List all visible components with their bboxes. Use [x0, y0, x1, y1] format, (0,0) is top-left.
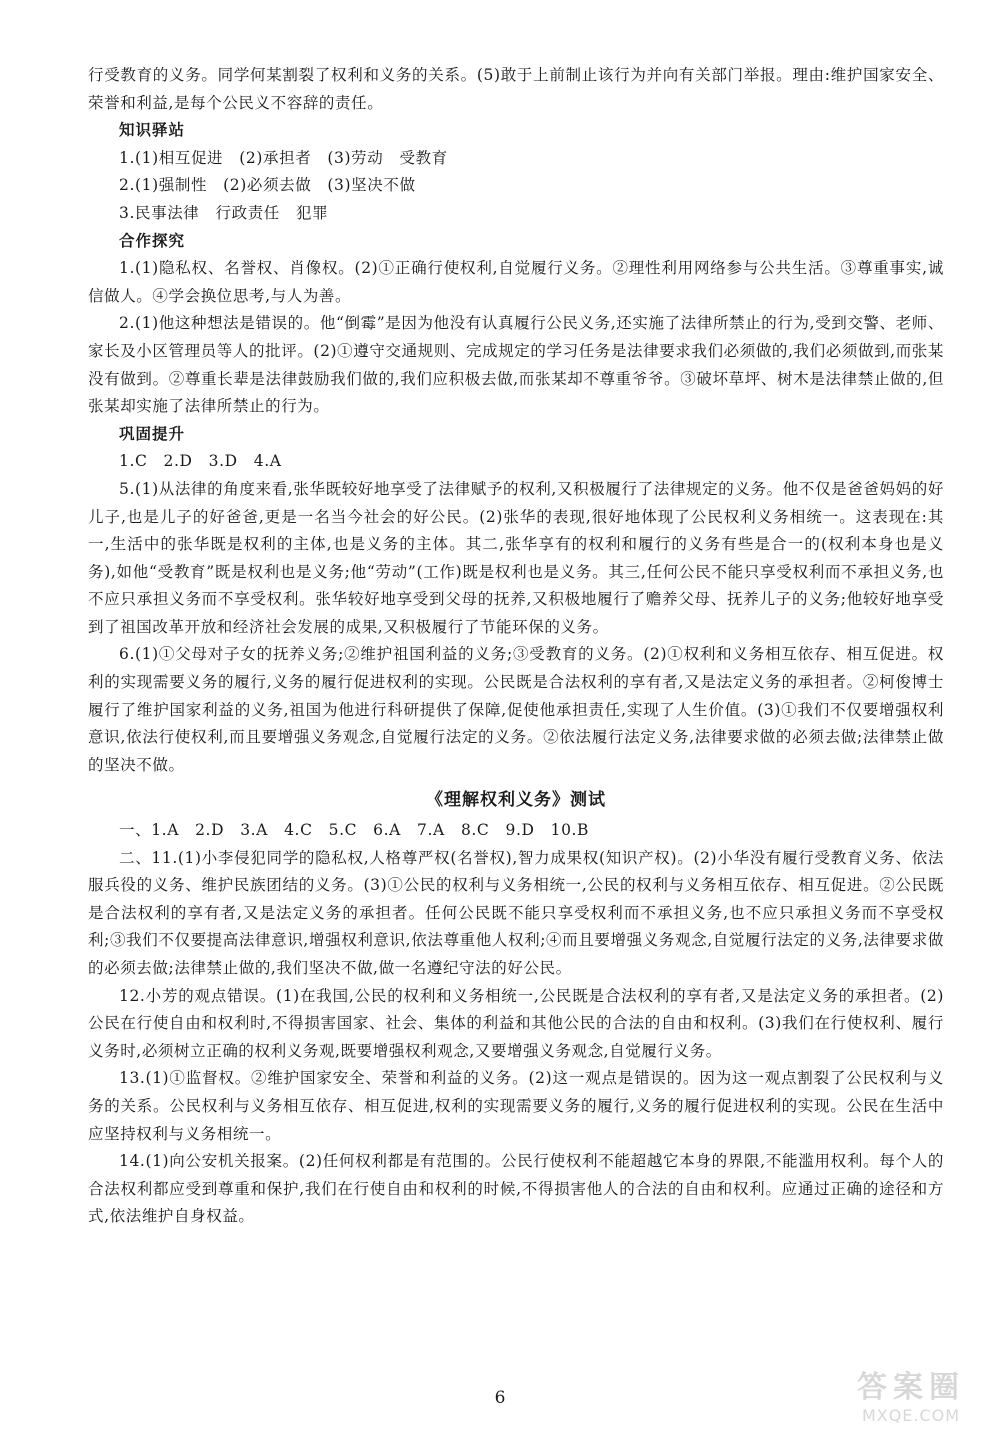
knowledge-item: 3.民事法律 行政责任 犯罪 [119, 203, 329, 222]
test-title: 《理解权利义务》测试 [426, 790, 606, 811]
knowledge-item: 2.(1)强制性 (2)必须去做 (3)坚决不做 [119, 176, 416, 195]
knowledge-item: 1.(1)相互促进 (2)承担者 (3)劳动 受教育 [119, 148, 448, 167]
cooperation-answer: 1.(1)隐私权、名誉权、肖像权。(2)①正确行使权利,自觉履行义务。②理性利用网络参与公共生活。③尊重事实,诚信做人。④学会换位思考,与人为善。 [88, 259, 944, 305]
cooperation-answer: 2.(1)他这种想法是错误的。他“倒霉”是因为他没有认真履行公民义务,还实施了法律所禁止的行为,受到交警、老师、家长及小区管理员等人的批评。(2)①遵守交通规则、完成规定的学习任务是法律要求我们必须做的,我们必须做到,而张某没有做到。②尊重长辈是法律鼓励我们做的,我们应积极去做,而张某却不尊重爷爷。③破坏草坪、树木是法律禁止做的,但张某却实施了法律所禁止的行为。 [88, 314, 944, 416]
answer-page [88, 62, 944, 1231]
page-number: 6 [494, 1388, 506, 1408]
test-choices: 一、1.A 2.D 3.A 4.C 5.C 6.A 7.A 8.C 9.D 10.B [119, 821, 590, 840]
intro-paragraph: 行受教育的义务。同学何某割裂了权利和义务的关系。(5)敢于上前制止该行为并向有关部门举报。理由:维护国家安全、荣誉和利益,是每个公民义不容辞的责任。 [88, 66, 944, 112]
consolidation-answer: 6.(1)①父母对子女的抚养义务;②维护祖国利益的义务;③受教育的义务。(2)①权利和义务相互依存、相互促进。权利的实现需要义务的履行,义务的履行促进权利的实现。公民既是合法权利的享有者,又是法定义务的承担者。②柯俊博士履行了维护国家利益的义务,祖国为他进行科研提供了保障,促使他承担责任,实现了人生价值。(3)①我们不仅要增强权利意识,依法行使权利,而且要增强义务观念,自觉履行法定的义务。②依法履行法定义务,法律要求做的必须去做;法律禁止做的坚决不做。 [88, 645, 944, 774]
test-answer: 13.(1)①监督权。②维护国家安全、荣誉和利益的义务。(2)这一观点是错误的。因为这一观点割裂了公民权利与义务的关系。公民权利与义务相互依存、相互促进,权利的实现需要义务的履行,义务的履行促进权利的实现。公民在生活中应坚持权利与义务相统一。 [88, 1069, 944, 1143]
watermark-text: 答案圈 [857, 1370, 965, 1405]
test-answer: 12.小芳的观点错误。(1)在我国,公民的权利和义务相统一,公民既是合法权利的享有者,又是法定义务的承担者。(2)公民在行使自由和权利时,不得损害国家、社会、集体的利益和其他公民的合法的自由和权利。(3)我们在行使权利、履行义务时,必须树立正确的权利义务观,既要增强权利观念,又要增强义务观念,自觉履行义务。 [88, 986, 944, 1060]
test-answer: 二、11.(1)小李侵犯同学的隐私权,人格尊严权(名誉权),智力成果权(知识产权)。(2)小华没有履行受教育义务、依法服兵役的义务、维护民族团结的义务。(3)①公民的权利与义务相统一,公民的权利与义务相互依存、相互促进。②公民既是合法权利的享有者,又是法定义务的承担者。任何公民既不能只享受权利而不承担义务,也不应只承担义务而不享受权利;③我们不仅要提高法律意识,增强权利意识,依法尊重他人权利;④而且要增强义务观念,自觉履行法定的义务,法律要求做的必须去做;法律禁止做的,我们坚决不做,做一名遵纪守法的好公民。 [88, 848, 944, 977]
section-heading-consolidation: 巩固提升 [119, 424, 186, 443]
consolidation-answer: 5.(1)从法律的角度来看,张华既较好地享受了法律赋予的权利,又积极履行了法律规定的义务。他不仅是爸爸妈妈的好儿子,也是儿子的好爸爸,更是一名当今社会的好公民。(2)张华的表现,很好地体现了公民权利义务相统一。这表现在:其一,生活中的张华既是权利的主体,也是义务的主体。其二,张华享有的权利和履行的义务有些是合一的(权利本身也是义务),如他“受教育”既是权利也是义务;他“劳动”(工作)既是权利也是义务。其三,任何公民不能只享受权利而不承担义务,也不应只承担义务而不享受权利。张华较好地享受到父母的抚养,又积极地履行了赡养父母、抚养儿子的义务;他较好地享受到了祖国改革开放和经济社会发展的成果,又积极履行了节能环保的义务。 [88, 479, 944, 636]
watermark-url: MXQE.COM [861, 1406, 961, 1425]
section-heading-knowledge: 知识驿站 [119, 121, 186, 140]
consolidation-choices: 1.C 2.D 3.D 4.A [119, 452, 282, 471]
section-heading-cooperation: 合作探究 [119, 231, 186, 250]
test-answer: 14.(1)向公安机关报案。(2)任何权利都是有范围的。公民行使权利不能超越它本身的界限,不能滥用权利。每个人的合法权利都应受到尊重和保护,我们在行使自由和权利的时候,不得损害他人的合法的自由和权利。应通过正确的途径和方式,依法维护自身权益。 [88, 1152, 944, 1226]
watermark-logo [836, 1362, 986, 1434]
